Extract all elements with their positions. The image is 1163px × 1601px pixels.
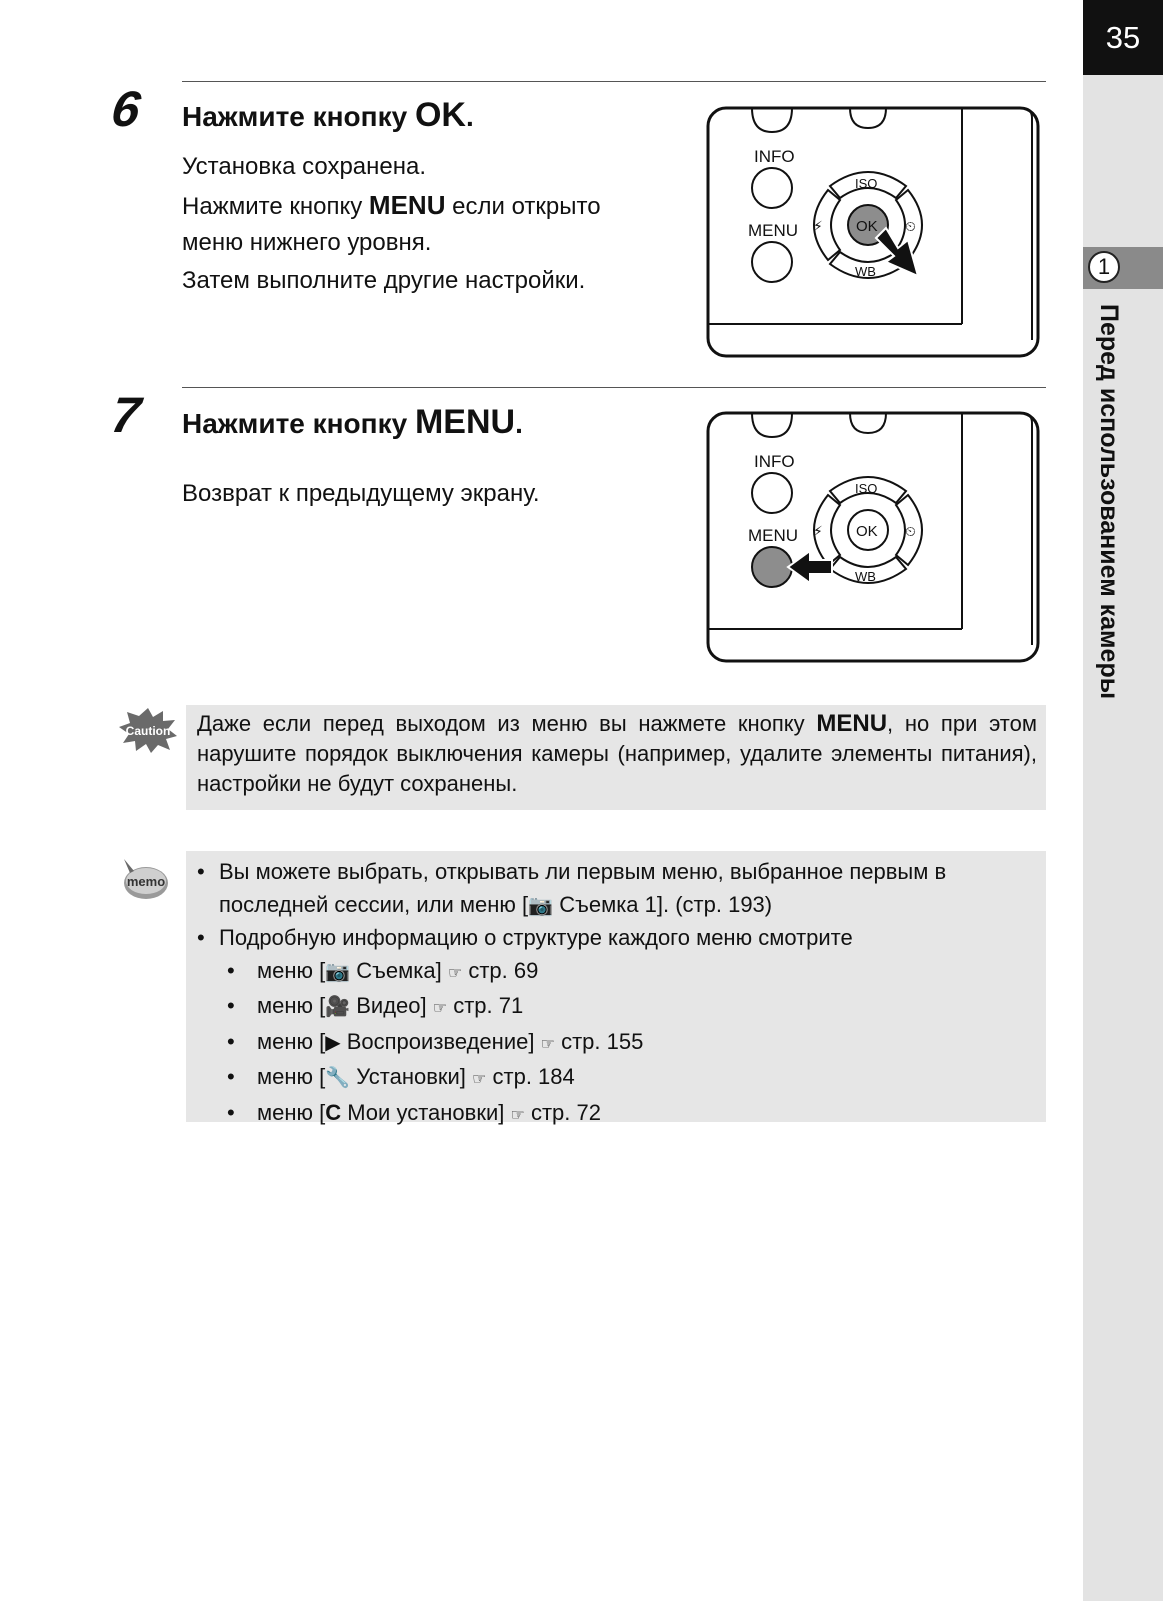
camera-icon: 📷 [528,894,554,917]
list-item: • Подробную информацию о структуре каждого меню смотрите [197,925,853,950]
svg-text:⏲: ⏲ [905,218,916,234]
list-subitem: • меню [📷 Съемка] ☞ стр. 69 [227,957,539,983]
camera-illustration-menu [700,405,1045,667]
step6-line1: Установка сохранена. [182,153,427,180]
step7-number: 7 [108,387,142,443]
list-subitem: • меню [▶ Воспроизведение] ☞ стр. 155 [227,1028,644,1054]
step6-line2: Нажмите кнопку MENU если открыто [182,190,601,220]
svg-text:MENU: MENU [748,526,799,545]
list-subitem: • меню [🎥 Видео] ☞ стр. 71 [227,993,524,1018]
page-number: 35 [1083,0,1163,75]
page-ref-icon: ☞ [447,964,463,982]
chapter-title: Перед использованием камеры [1095,304,1123,700]
svg-text:Caution: Caution [125,724,171,738]
svg-text:OK: OK [856,523,878,540]
svg-text:⚡: ⚡ [813,523,823,539]
page-ref-icon: ☞ [472,1071,487,1088]
step6-line4: Затем выполните другие настройки. [182,267,586,294]
playback-icon: ▶ [325,1031,341,1054]
memo-icon [118,855,170,901]
svg-text:INFO: INFO [754,452,795,471]
svg-text:⚡: ⚡ [813,218,823,234]
chapter-number: 1 [1088,251,1120,283]
step6-body [182,148,682,300]
page-ref-icon: ☞ [510,1106,525,1124]
camera-icon: 📷 [325,960,351,983]
svg-text:WB: WB [855,569,876,584]
svg-text:ISO: ISO [855,481,878,496]
svg-text:⏲: ⏲ [905,523,916,539]
memo-list [197,856,1037,1132]
caution-text: Даже если перед выходом из меню вы нажмете кнопку MENU, но при этом нарушите порядок выключения камеры (например, удалите элементы питания), настройки не будут сохранены. [197,710,1038,796]
menu-label: MENU [748,221,799,240]
list-item: • Вы можете выбрать, открывать ли первым меню, выбранное первым в последней сессии, или меню [📷 Съемка 1]. (стр. 193) [197,859,947,917]
list-subitem: • меню [C Мои установки] ☞ стр. 72 [227,1099,601,1125]
svg-text:WB: WB [855,264,876,279]
step7-divider [182,387,1046,388]
svg-text:memo: memo [126,874,166,889]
step6-number: 6 [108,81,142,137]
camera-illustration-ok [700,100,1045,362]
page-ref-icon: ☞ [540,1035,555,1053]
step7-body: Возврат к предыдущему экрану. [182,480,540,507]
custom-icon: C [325,1099,342,1125]
wrench-icon: 🔧 [325,1067,351,1089]
caution-icon [118,706,178,754]
step7-title: Нажмите кнопку MENU. [182,403,523,441]
video-icon: 🎥 [325,996,351,1018]
info-label: INFO [754,147,795,166]
step6-title: Нажмите кнопку OK. [182,96,474,134]
step6-line3: меню нижнего уровня. [182,229,432,256]
page-ref-icon: ☞ [432,1000,448,1017]
list-subitem: • меню [🔧 Установки] ☞ стр. 184 [227,1064,575,1089]
chapter-sidebar [1083,0,1163,1601]
ok-label: OK [856,218,878,235]
step6-divider [182,81,1046,82]
svg-text:ISO: ISO [855,176,878,191]
